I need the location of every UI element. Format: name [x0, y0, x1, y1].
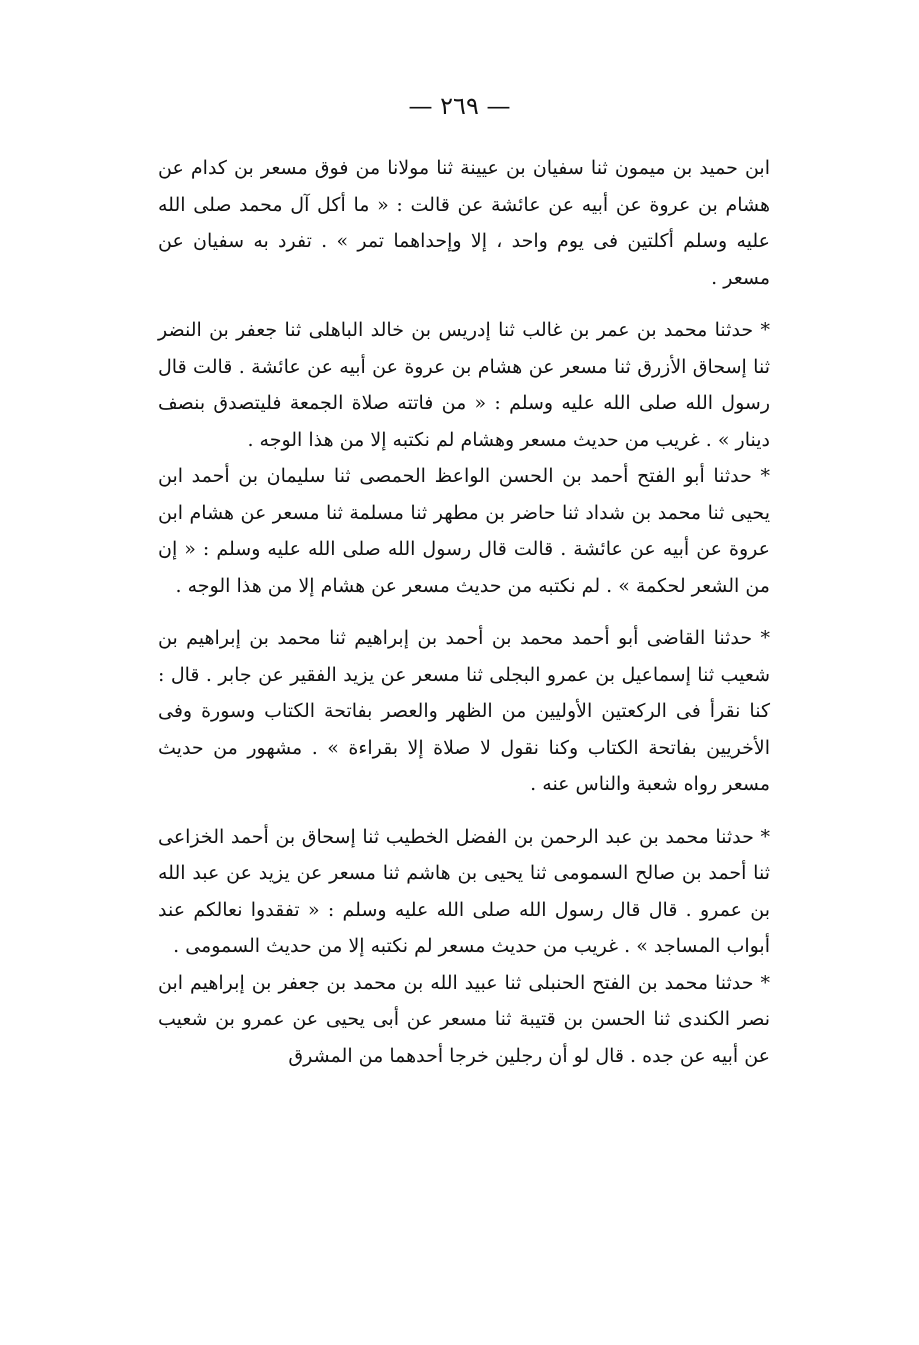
- paragraph-5: * حدثنا محمد بن عبد الرحمن بن الفضل الخطيب ثنا إسحاق بن أحمد الخزاعى ثنا أحمد بن صالح السمومى ثنا يحيى بن هاشم ثنا مسعر عن يزيد عن عبد الله بن عمرو . قال قال رسول الله صلى الله عليه وسلم : « تفقدوا نعالكم عند أبواب المساجد » . غريب من حديث مسعر لم نكتبه إلا من حديث السمومى .: [158, 825, 770, 957]
- page-number: — ٢٦٩ —: [408, 92, 511, 120]
- body-text: [158, 150, 770, 1074]
- paragraph-2: * حدثنا محمد بن عمر بن غالب ثنا إدريس بن خالد الباهلى ثنا جعفر بن النضر ثنا إسحاق الأزرق ثنا مسعر عن هشام بن عروة عن أبيه عن عائشة . قالت قال رسول الله صلى الله عليه وسلم : « من فاتته صلاة الجمعة فليتصدق بنصف دينار » . غريب من حديث مسعر وهشام لم نكتبه إلا من هذا الوجه .: [158, 319, 770, 451]
- paragraph-1: ابن حميد بن ميمون ثنا سفيان بن عيينة ثنا مولانا من فوق مسعر بن كدام عن هشام بن عروة عن أبيه عن عائشة عن قالت : « ما أكل آل محمد صلى الله عليه وسلم أكلتين فى يوم واحد ، إلا وإحداهما تمر » . تفرد به سفيان عن مسعر .: [158, 157, 770, 289]
- paragraph-3: * حدثنا أبو الفتح أحمد بن الحسن الواعظ الحمصى ثنا سليمان بن أحمد ابن يحيى ثنا محمد بن شداد ثنا حاضر بن مطهر ثنا مسلمة ثنا مسعر عن هشام ابن عروة عن أبيه عن عائشة . قالت قال رسول الله صلى الله عليه وسلم : « إن من الشعر لحكمة » . لم نكتبه من حديث مسعر عن هشام إلا من هذا الوجه .: [158, 465, 770, 597]
- paragraph-4: * حدثنا القاضى أبو أحمد محمد بن أحمد بن إبراهيم ثنا محمد بن إبراهيم بن شعيب ثنا إسماعيل بن عمرو البجلى ثنا مسعر عن يزيد الفقير عن جابر . قال : كنا نقرأ فى الركعتين الأوليين من الظهر والعصر بفاتحة الكتاب وسورة وفى الأخريين بفاتحة الكتاب وكنا نقول لا صلاة إلا بقراءة » . مشهور من حديث مسعر رواه شعبة والناس عنه .: [158, 627, 770, 795]
- paragraph-6: * حدثنا محمد بن الفتح الحنبلى ثنا عبيد الله بن محمد بن جعفر بن إبراهيم ابن نصر الكندى ثنا الحسن بن قتيبة ثنا مسعر عن أبى يحيى عن عمرو بن شعيب عن أبيه عن جده . قال لو أن رجلين خرجا أحدهما من المشرق: [158, 971, 770, 1067]
